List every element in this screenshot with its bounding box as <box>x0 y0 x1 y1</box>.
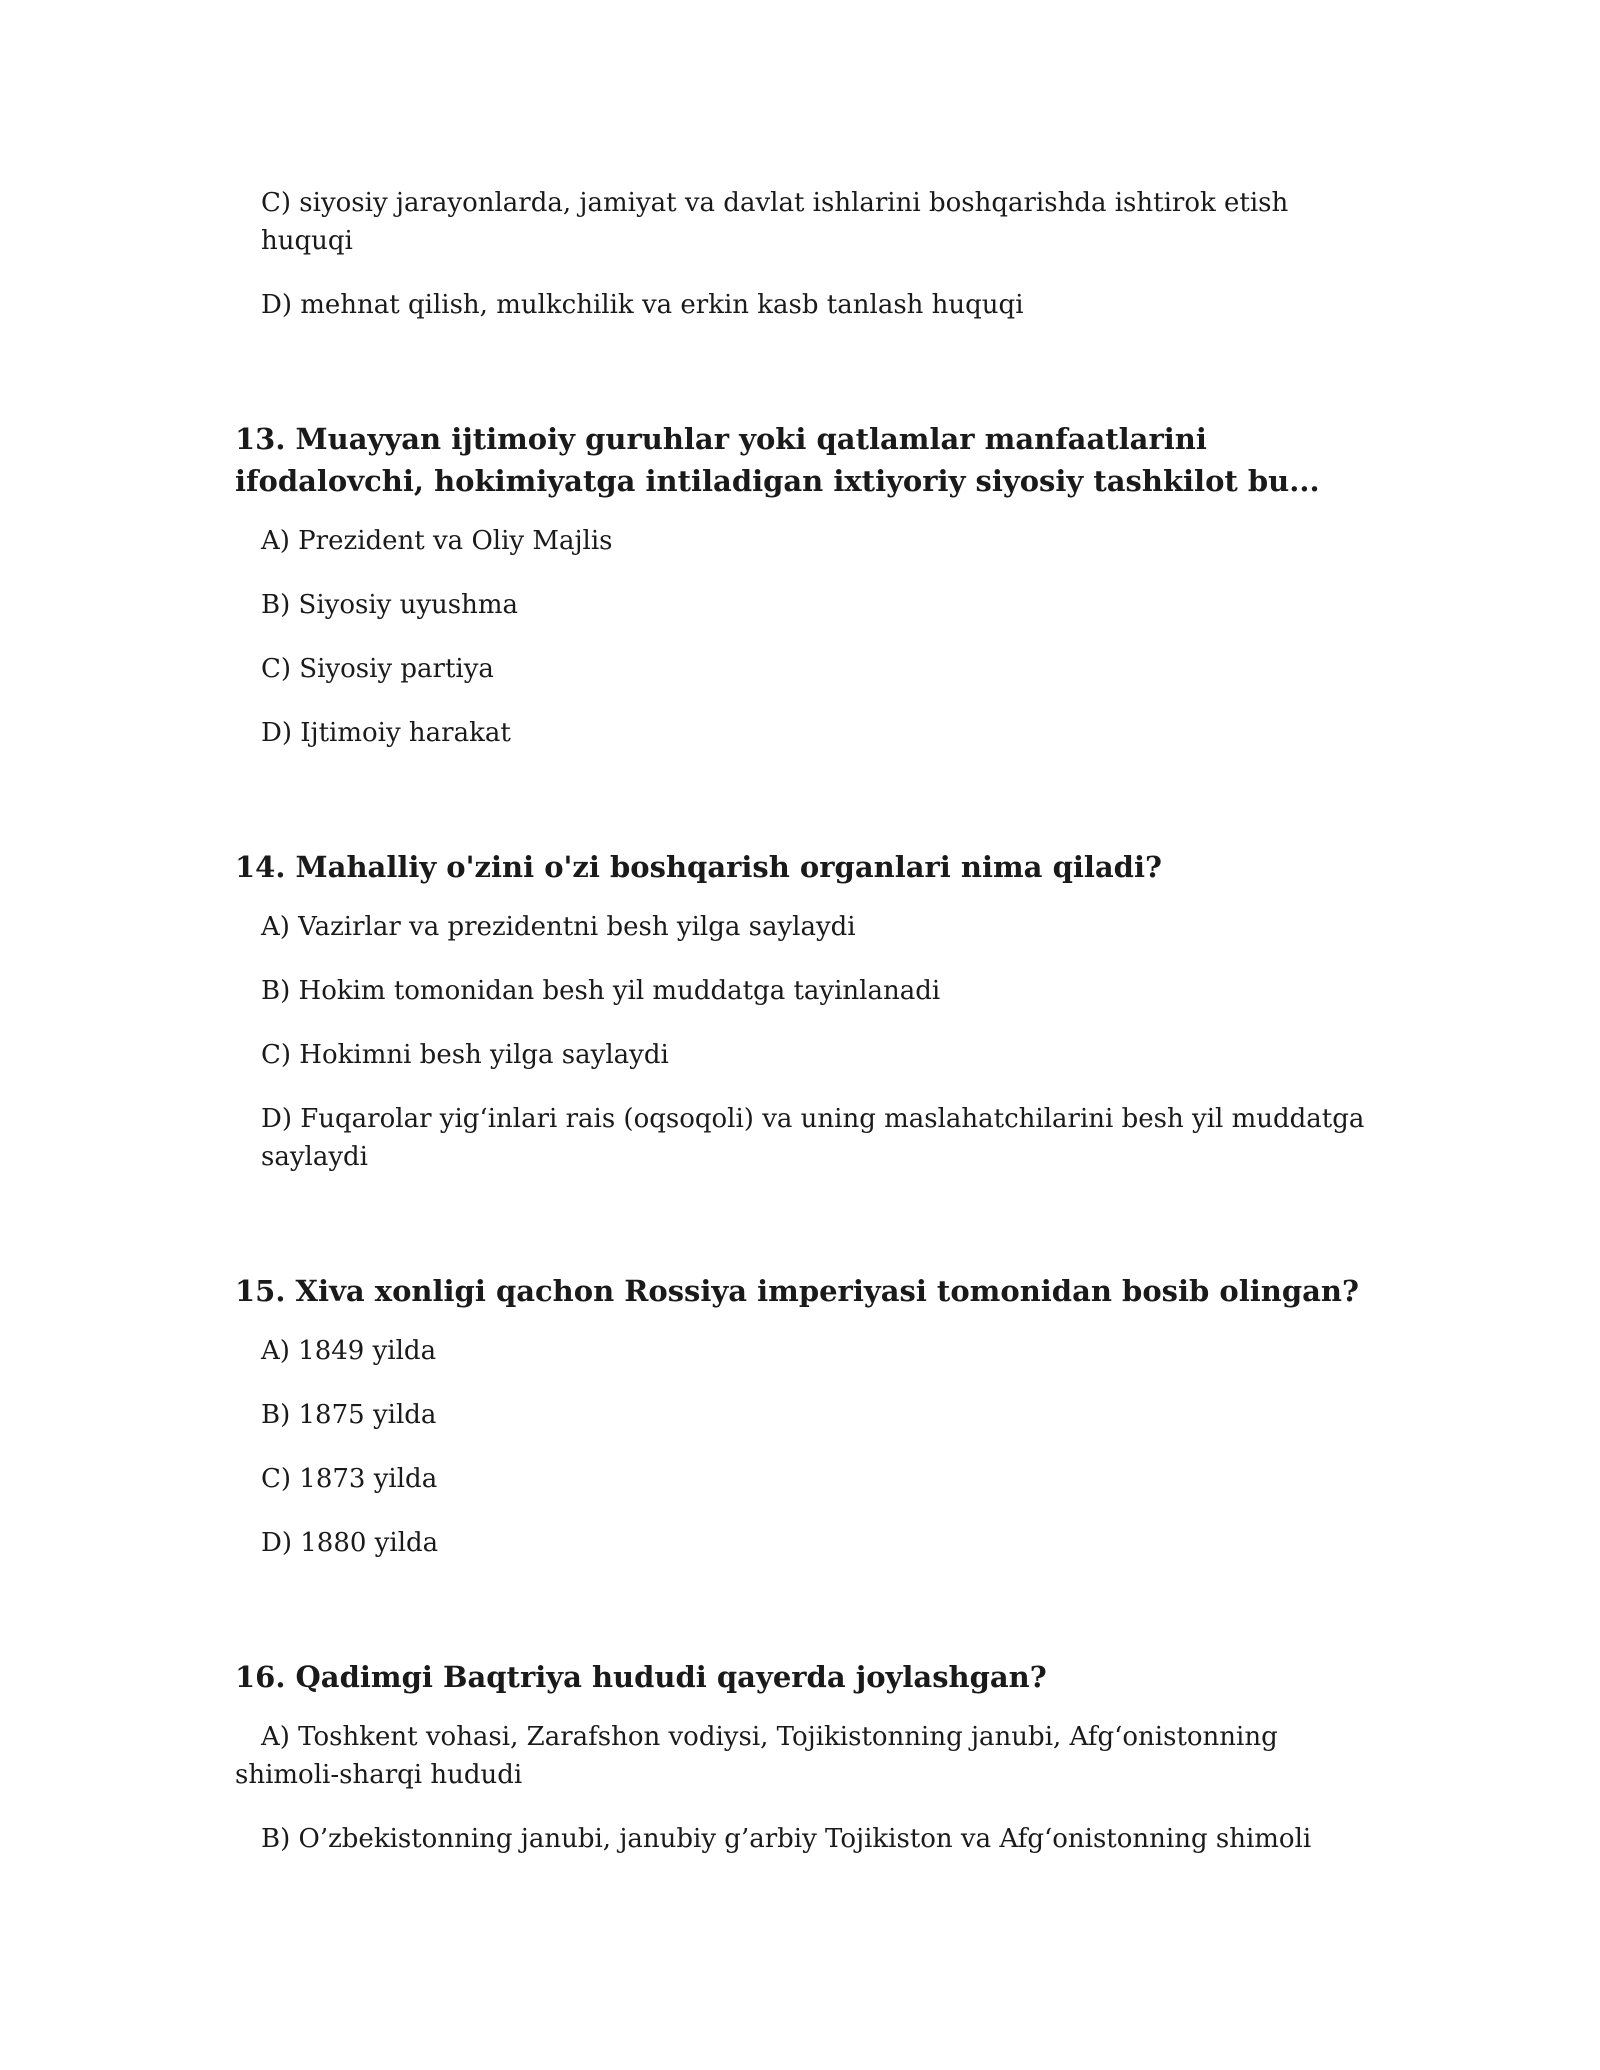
question-14: 14. Mahalliy o'zini o'zi boshqarish organlari nima qiladi? <box>235 850 1162 884</box>
option-text: B) Hokim tomonidan besh yil muddatga tayinlanadi <box>261 976 941 1006</box>
option-text: B) O’zbekistonning janubi, janubiy g’arbiy Tojikiston va Afg‘onistonning shimoli <box>261 1824 1312 1854</box>
question-16: 16. Qadimgi Baqtriya hududi qayerda joylashgan? <box>235 1660 1047 1694</box>
option-text: C) siyosiy jarayonlarda, jamiyat va davlat ishlarini boshqarishda ishtirok etish huquqi <box>261 188 1289 256</box>
option-text: D) Ijtimoiy harakat <box>261 718 511 748</box>
option-text: A) Toshkent vohasi, Zarafshon vodiysi, Tojikistonning janubi, Afg‘onistonning shimoli-sharqi hududi <box>235 1722 1278 1790</box>
spacer <box>235 1202 1370 1270</box>
option-text: D) 1880 yilda <box>261 1528 439 1558</box>
option-text: C) Hokimni besh yilga saylaydi <box>261 1040 669 1070</box>
option-text: D) Fuqarolar yig‘inlari rais (oqsoqoli) va uning maslahatchilarini besh yil muddatga saylaydi <box>261 1104 1365 1172</box>
spacer <box>235 778 1370 846</box>
document-content <box>235 184 1370 1884</box>
option-text: C) Siyosiy partiya <box>261 654 494 684</box>
question-13: 13. Muayyan ijtimoiy guruhlar yoki qatlamlar manfaatlarini ifodalovchi, hokimiyatga intiladigan ixtiyoriy siyosiy tashkilot bu... <box>235 422 1320 498</box>
option-text: A) Prezident va Oliy Majlis <box>261 526 613 556</box>
question-15: 15. Xiva xonligi qachon Rossiya imperiyasi tomonidan bosib olingan? <box>235 1274 1359 1308</box>
option-text: B) Siyosiy uyushma <box>261 590 519 620</box>
spacer <box>235 350 1370 418</box>
spacer <box>235 1588 1370 1656</box>
option-text: A) Vazirlar va prezidentni besh yilga saylaydi <box>261 912 856 942</box>
option-text: B) 1875 yilda <box>261 1400 437 1430</box>
option-text: C) 1873 yilda <box>261 1464 438 1494</box>
option-text: A) 1849 yilda <box>261 1336 437 1366</box>
option-text: D) mehnat qilish, mulkchilik va erkin kasb tanlash huquqi <box>261 290 1024 320</box>
